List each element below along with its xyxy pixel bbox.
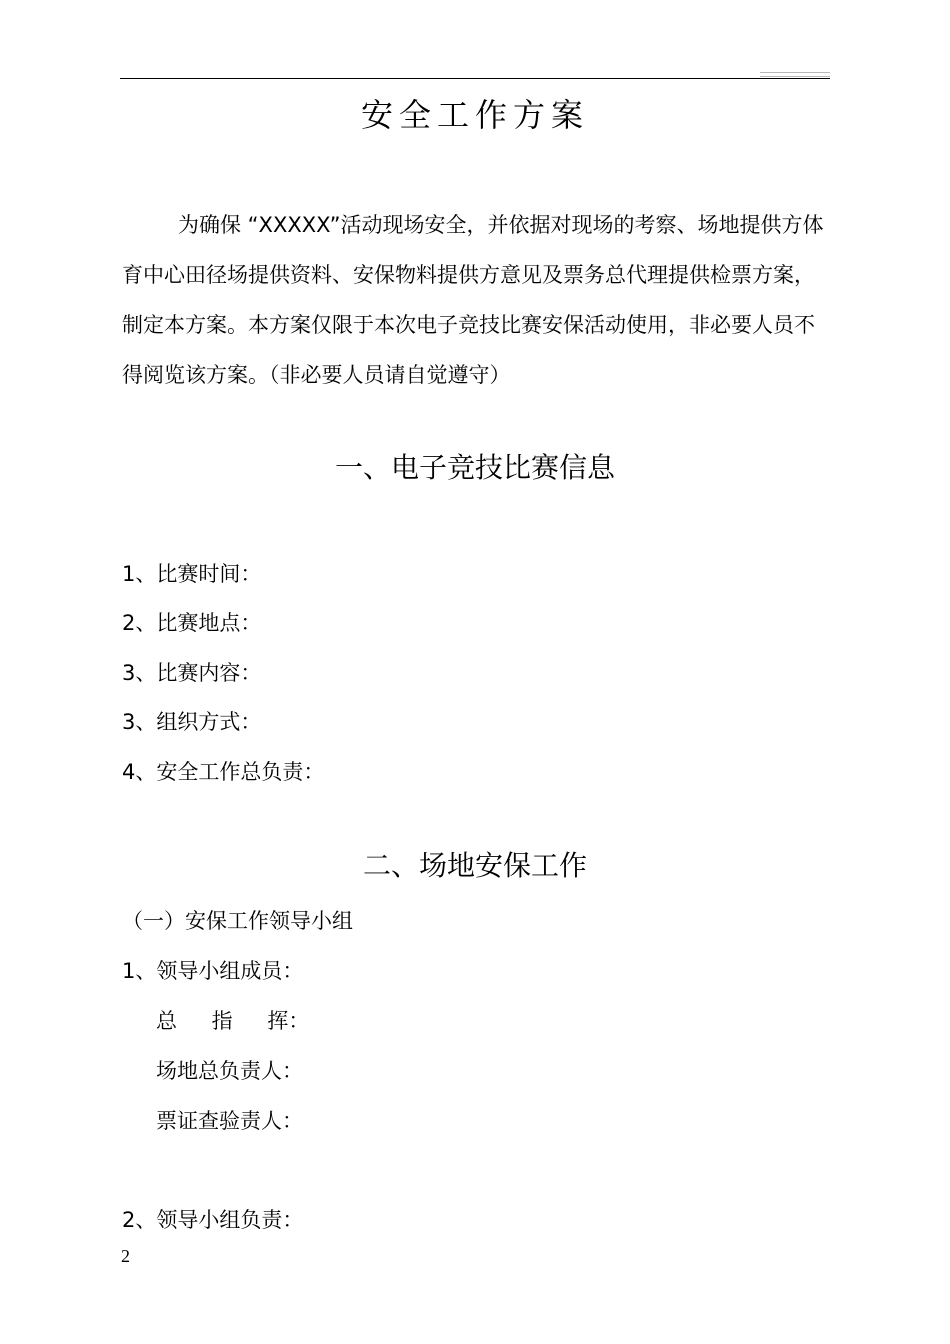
intro-paragraph: [122, 200, 834, 400]
section-heading-1: 一、电子竞技比赛信息: [334, 451, 615, 484]
document-title: 安全工作方案: [360, 96, 589, 134]
info-item-time: 1、比赛时间：: [122, 562, 262, 586]
info-item-content: 3、比赛内容：: [122, 661, 262, 685]
page-number: 2: [121, 1246, 130, 1266]
role-commander: 总 指 挥：: [156, 1009, 310, 1033]
header-double-rule-mark: [760, 72, 830, 77]
intro-text: 为确保 “XXXXX”活动现场安全，并依据对现场的考察、场地提供方体育中心田径场提供资料、安保物料提供方意见及票务总代理提供检票方案，制定本方案。本方案仅限于本次电子竞技比赛安保活动使用，非必要人员不得阅览该方案。（非必要人员请自觉遵守）: [122, 213, 824, 387]
leadership-duty-label: 2、领导小组负责：: [122, 1208, 304, 1232]
header-rule: [120, 78, 830, 79]
subsection-heading: （一）安保工作领导小组: [122, 909, 353, 933]
role-venue-lead: 场地总负责人：: [156, 1059, 303, 1083]
info-item-organization: 3、组织方式：: [122, 710, 262, 734]
leadership-members-label: 1、领导小组成员：: [122, 959, 304, 983]
section-heading-2: 二、场地安保工作: [362, 849, 587, 882]
info-item-safety-lead: 4、安全工作总负责：: [122, 760, 325, 784]
info-item-venue: 2、比赛地点：: [122, 611, 262, 635]
role-ticket-inspection-lead: 票证查验责人：: [156, 1109, 303, 1133]
